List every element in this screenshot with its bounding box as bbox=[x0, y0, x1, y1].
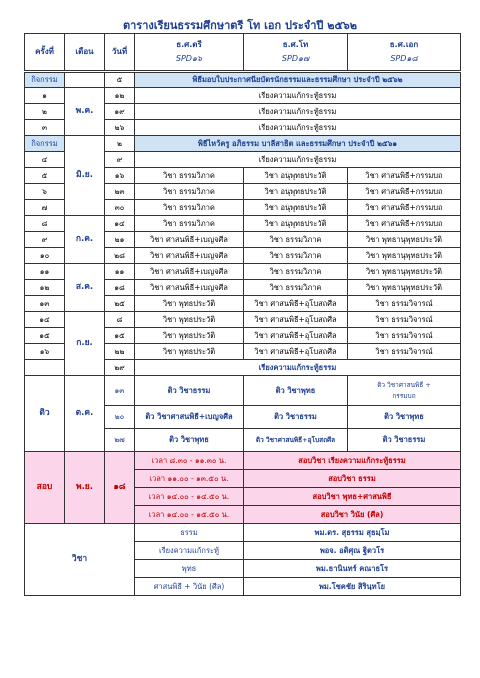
table-row bbox=[25, 264, 461, 280]
subject-level-2: วิชา อนุพุทธประวัติ bbox=[244, 184, 348, 200]
tutor-level-3-line1: ติว วิชาศาสนพิธี + bbox=[377, 380, 431, 389]
level-1-code: SPD๑๖ bbox=[175, 54, 203, 63]
teacher-subject: ธรรม bbox=[135, 524, 244, 542]
exam-subject: สอบวิชา วินัย (ศีล) bbox=[244, 506, 461, 524]
subject-level-1: วิชา ศาสนพิธี+เบญจศีล bbox=[135, 232, 244, 248]
day-no: ๙ bbox=[105, 152, 135, 168]
subject-level-2: วิชา ธรรมวิภาค bbox=[244, 264, 348, 280]
level-3-name: ธ.ศ.เอก bbox=[389, 39, 419, 49]
week-no: ๔ bbox=[25, 152, 65, 168]
day-no: ๑๑ bbox=[105, 264, 135, 280]
month-sep: ก.ย. bbox=[65, 312, 105, 376]
day-no: ๒๘ bbox=[105, 248, 135, 264]
week-no: ๖ bbox=[25, 184, 65, 200]
subject-level-3: วิชา ศาสนพิธี+กรรมบถ bbox=[348, 216, 461, 232]
subject-level-1: วิชา ธรรมวิภาค bbox=[135, 200, 244, 216]
subject-level-3: วิชา ศาสนพิธี+กรรมบถ bbox=[348, 200, 461, 216]
day-no: ๑๒ bbox=[105, 88, 135, 104]
common-subject: เรียงความแก้กระทู้ธรรม bbox=[135, 104, 461, 120]
header-level-1 bbox=[135, 34, 244, 72]
day-no: ๓๐ bbox=[105, 200, 135, 216]
day-no: ๑๖ bbox=[105, 168, 135, 184]
subject-level-2: วิชา อนุพุทธประวัติ bbox=[244, 168, 348, 184]
subject-level-1: วิชา ศาสนพิธี+เบญจศีล bbox=[135, 280, 244, 296]
week-no: ๗ bbox=[25, 200, 65, 216]
subject-level-1: วิชา ศาสนพิธี+เบญจศีล bbox=[135, 248, 244, 264]
header-level-2 bbox=[244, 34, 348, 72]
subject-level-2: วิชา อนุพุทธประวัติ bbox=[244, 200, 348, 216]
teacher-subject: พุทธ bbox=[135, 560, 244, 578]
teacher-subject: เรียงความแก้กระทู้ bbox=[135, 542, 244, 560]
teacher-name: พอจ. อดิศุณ ฐิตวโร bbox=[244, 542, 461, 560]
header-month: เดือน bbox=[65, 34, 105, 72]
day-no: ๑๔ bbox=[105, 216, 135, 232]
week-no: ๑๒ bbox=[25, 280, 65, 296]
subject-level-1: วิชา ธรรมวิภาค bbox=[135, 168, 244, 184]
teacher-name: พม.ธานินทร์ คณาธโร bbox=[244, 560, 461, 578]
day-no: ๑๙ bbox=[105, 104, 135, 120]
event-day: ๒ bbox=[105, 136, 135, 152]
tutor-row bbox=[25, 376, 461, 406]
exam-subject: สอบวิชา พุทธ+ศาสนพิธี bbox=[244, 488, 461, 506]
subject-level-3: วิชา พุทธานุพุทธประวัติ bbox=[348, 280, 461, 296]
week-no: ๑๑ bbox=[25, 264, 65, 280]
common-subject: เรียงความแก้กระทู้ธรรม bbox=[135, 152, 461, 168]
teacher-row bbox=[25, 524, 461, 542]
page-title: ตารางเรียนธรรมศึกษาตรี โท เอก ประจำปี ๒๕๖๒ bbox=[122, 19, 358, 32]
event-label: กิจกรรม bbox=[25, 136, 65, 152]
day-no: ๑๘ bbox=[105, 280, 135, 296]
common-subject: เรียงความแก้กระทู้ธรรม bbox=[135, 88, 461, 104]
tutor-level-3-line2: กรรมบถ bbox=[392, 391, 416, 400]
teacher-name: พม.ดร. สุธรรม สุธมฺโม bbox=[244, 524, 461, 542]
level-2-code: SPD๑๗ bbox=[281, 54, 310, 63]
exam-time: เวลา ๑๔.๐๐ - ๑๔.๕๐ น. bbox=[135, 488, 244, 506]
month-nov: พ.ย. bbox=[65, 452, 105, 524]
day-no: ๑๕ bbox=[105, 328, 135, 344]
common-subject: เรียงความแก้กระทู้ธรรม bbox=[135, 120, 461, 136]
day-no: ๒๐ bbox=[105, 406, 135, 429]
tutor-level-3: ติว วิชาพุทธ bbox=[348, 406, 461, 429]
subject-level-3: วิชา ธรรมวิจารณ์ bbox=[348, 312, 461, 328]
week-no: ๓ bbox=[25, 120, 65, 136]
subject-level-3: วิชา ธรรมวิจารณ์ bbox=[348, 344, 461, 360]
tutor-level-3: ติว วิชาธรรม bbox=[348, 429, 461, 452]
subject-level-2: วิชา ธรรมวิภาค bbox=[244, 232, 348, 248]
month-may: พ.ค. bbox=[65, 88, 105, 136]
exam-time: เวลา ๑๔.๐๐ - ๑๕.๕๐ น. bbox=[135, 506, 244, 524]
header-week: ครั้งที่ bbox=[25, 34, 65, 72]
exam-time: เวลา ๘.๓๐ - ๑๑.๓๐ น. bbox=[135, 452, 244, 470]
schedule-table bbox=[24, 33, 461, 596]
event-row-1 bbox=[25, 72, 461, 88]
header-level-3 bbox=[348, 34, 461, 72]
subject-level-1: วิชา พุทธประวัติ bbox=[135, 344, 244, 360]
day-no: ๒๕ bbox=[105, 296, 135, 312]
week-no: ๕ bbox=[25, 168, 65, 184]
subject-level-1: วิชา พุทธประวัติ bbox=[135, 296, 244, 312]
tutor-level-1: ติว วิชาธรรม bbox=[135, 376, 244, 406]
exam-label: สอบ bbox=[25, 452, 65, 524]
week-no: ๑ bbox=[25, 88, 65, 104]
subject-level-3: วิชา ศาสนพิธี+กรรมบถ bbox=[348, 184, 461, 200]
subject-level-1: วิชา พุทธประวัติ bbox=[135, 312, 244, 328]
day-no: ๒๗ bbox=[105, 429, 135, 452]
subject-level-1: วิชา ธรรมวิภาค bbox=[135, 184, 244, 200]
month-aug: ส.ค. bbox=[65, 264, 105, 312]
subject-level-3: วิชา ธรรมวิจารณ์ bbox=[348, 296, 461, 312]
subject-level-2: วิชา อนุพุทธประวัติ bbox=[244, 216, 348, 232]
day-no: ๒๖ bbox=[105, 120, 135, 136]
exam-subject: สอบวิชา ธรรม bbox=[244, 470, 461, 488]
teacher-label: วิชา bbox=[25, 524, 135, 596]
event-month bbox=[65, 72, 105, 88]
table-row bbox=[25, 312, 461, 328]
month-jul: ก.ค. bbox=[65, 216, 105, 264]
week-no: ๘ bbox=[25, 216, 65, 232]
event-label: กิจกรรม bbox=[25, 72, 65, 88]
subject-level-3: วิชา พุทธานุพุทธประวัติ bbox=[348, 248, 461, 264]
tutor-level-2: ติว วิชาธรรม bbox=[244, 406, 348, 429]
week-no: ๒ bbox=[25, 104, 65, 120]
week-no bbox=[25, 360, 65, 376]
teacher-name: พม.โชคชัย สิรินฺทโย bbox=[244, 578, 461, 596]
day-no: ๒๙ bbox=[105, 360, 135, 376]
header-day: วันที่ bbox=[105, 34, 135, 72]
event-row-2 bbox=[25, 136, 461, 152]
event-text: พิธีไหว้ครู อภิธรรม บาลีสาธิต และธรรมศึกษา ประจำปี ๒๕๖๑ bbox=[135, 136, 461, 152]
exam-subject: สอบวิชา เรียงความแก้กระทู้ธรรม bbox=[244, 452, 461, 470]
day-no: ๒๒ bbox=[105, 344, 135, 360]
level-3-code: SPD๑๘ bbox=[390, 54, 418, 63]
day-no: ๒๑ bbox=[105, 232, 135, 248]
month-jun: มิ.ย. bbox=[65, 136, 105, 216]
week-no: ๑๓ bbox=[25, 296, 65, 312]
week-no: ๙ bbox=[25, 232, 65, 248]
level-2-name: ธ.ศ.โท bbox=[282, 39, 309, 49]
tutor-level-3 bbox=[348, 376, 461, 406]
subject-level-3: วิชา ธรรมวิจารณ์ bbox=[348, 328, 461, 344]
subject-level-2: วิชา ธรรมวิภาค bbox=[244, 280, 348, 296]
subject-level-1: วิชา ธรรมวิภาค bbox=[135, 216, 244, 232]
day-no: ๑๓ bbox=[105, 376, 135, 406]
tutor-label: ติว bbox=[25, 376, 65, 452]
subject-level-2: วิชา ธรรมวิภาค bbox=[244, 248, 348, 264]
tutor-level-2: ติว วิชาพุทธ bbox=[244, 376, 348, 406]
subject-level-2: วิชา ศาสนพิธี+อุโบสถศีล bbox=[244, 328, 348, 344]
common-subject: เรียงความแก้กระทู้ธรรม bbox=[135, 360, 461, 376]
week-no: ๑๐ bbox=[25, 248, 65, 264]
subject-level-3: วิชา พุทธานุพุทธประวัติ bbox=[348, 264, 461, 280]
level-1-name: ธ.ศ.ตรี bbox=[176, 39, 202, 49]
month-oct: ต.ค. bbox=[65, 376, 105, 452]
exam-row bbox=[25, 452, 461, 470]
teacher-subject: ศาสนพิธี + วินัย (ศีล) bbox=[135, 578, 244, 596]
subject-level-1: วิชา ศาสนพิธี+เบญจศีล bbox=[135, 264, 244, 280]
event-day: ๕ bbox=[105, 72, 135, 88]
subject-level-2: วิชา ศาสนพิธี+อุโบสถศีล bbox=[244, 296, 348, 312]
subject-level-2: วิชา ศาสนพิธี+อุโบสถศีล bbox=[244, 344, 348, 360]
week-no: ๑๖ bbox=[25, 344, 65, 360]
day-no: ๒๓ bbox=[105, 184, 135, 200]
header-row bbox=[25, 34, 461, 72]
week-no: ๑๕ bbox=[25, 328, 65, 344]
exam-time: เวลา ๑๑.๐๐ - ๑๓.๕๐ น. bbox=[135, 470, 244, 488]
subject-level-3: วิชา พุทธานุพุทธประวัติ bbox=[348, 232, 461, 248]
subject-level-2: วิชา ศาสนพิธี+อุโบสถศีล bbox=[244, 312, 348, 328]
day-no: ๘ bbox=[105, 312, 135, 328]
event-text: พิธีมอบใบประกาศนียบัตรนักธรรมและธรรมศึกษา ประจำปี ๒๕๖๒ bbox=[135, 72, 461, 88]
subject-level-3: วิชา ศาสนพิธี+กรรมบถ bbox=[348, 168, 461, 184]
tutor-level-2: ติว วิชาศาสนพิธี+อุโบสถศีล bbox=[244, 429, 348, 452]
tutor-level-1: ติว วิชาศาสนพิธี+เบญจศีล bbox=[135, 406, 244, 429]
table-row bbox=[25, 216, 461, 232]
exam-day: ๑๘ bbox=[105, 452, 135, 524]
table-row bbox=[25, 88, 461, 104]
week-no: ๑๔ bbox=[25, 312, 65, 328]
subject-level-1: วิชา พุทธประวัติ bbox=[135, 328, 244, 344]
tutor-level-1: ติว วิชาพุทธ bbox=[135, 429, 244, 452]
